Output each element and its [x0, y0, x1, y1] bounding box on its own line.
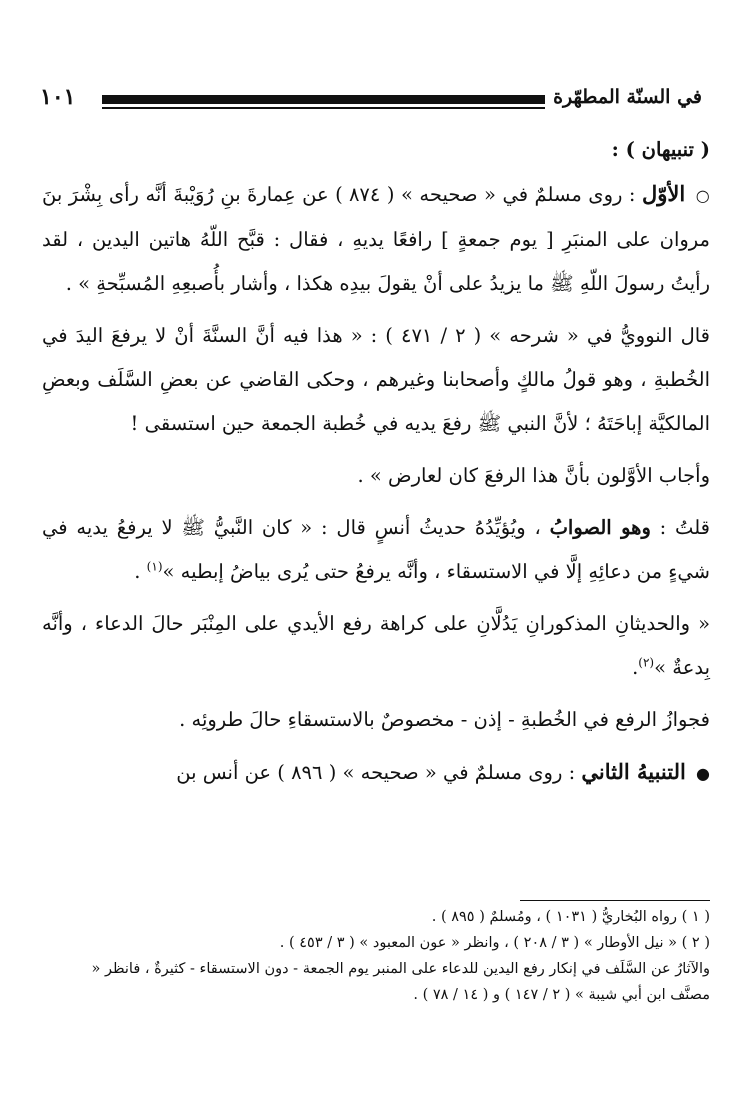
- solid-bullet-icon: ●: [696, 764, 710, 783]
- first-note-text: : روى مسلمٌ في « صحيحه » ( ٨٧٤ ) عن عِمارةَ بنِ رُوَيْبةَ أنَّه رأى بِشْرَ بنَ مروان على المنبَرِ [ يوم جمعةٍ ] رافعًا يديهِ ، فقال : قبَّح اللّهُ هاتين اليدين ، لقد رأيتُ رسولَ اللّهِ ﷺ ما يزيدُ على أنْ يقولَ بيدِه هكذا ، وأشار بأُصبعِهِ المُسبِّحةِ » .: [42, 183, 710, 295]
- first-note-label: الأوّل: [642, 181, 686, 206]
- page-header: [40, 80, 702, 114]
- author-view-prefix: قلتُ :: [659, 516, 710, 539]
- page-number: ١٠١: [40, 84, 76, 110]
- footnote-ref-2[interactable]: (٢): [638, 655, 655, 670]
- paragraph-second-note: [42, 750, 710, 796]
- second-note-label: التنبيهُ الثاني: [581, 759, 686, 784]
- section-heading: ( تنبيهان ) :: [611, 138, 710, 161]
- body-text: [42, 128, 710, 796]
- paragraph-hadiths: « والحديثانِ المذكورانِ يَدُلَّانِ على كراهة رفع الأيدي على المِنْبَر حالَ الدعاء ، وأنَّه بِدعةٌ »$^{(٢)}$.: [42, 612, 710, 679]
- footnote-2-continued: والآثارُ عن السَّلَف في إنكار رفع اليدين للدعاء على المنبر يوم الجمعة - دون الاستسقاء - كثيرةٌ ، فانظر « مصنَّف ابن أبي شيبة » ( ٢ / ١٤٧ ) و ( ١٤ / ٧٨ ) .: [91, 961, 710, 1003]
- hollow-bullet-icon: ○: [695, 186, 711, 205]
- paragraph-author-view: قلتُ : وهو الصوابُ ، ويُؤيِّدُهُ حديثُ أنسٍ قال : « كان النَّبيُّ ﷺ لا يرفعُ يديه في شيءٍ من دعائِهِ إلَّا في الاستسقاء ، وأنَّه يرفعُ حتى يُرى بياضُ إبطيه »$^{(١)}$ .: [42, 516, 710, 583]
- author-view-text: ، ويُؤيِّدُهُ حديثُ أنسٍ قال : « كان النَّبيُّ ﷺ لا يرفعُ يديه في شيءٍ من دعائِهِ إلَّا في الاستسقاء ، وأنَّه يرفعُ حتى يُرى بياضُ إبطيه »: [42, 516, 710, 583]
- footnote-rule: [520, 900, 710, 901]
- footnote-ref-1[interactable]: (١): [146, 559, 163, 574]
- paragraph-response: وأجاب الأوَّلون بأنَّ هذا الرفعَ كان لعارض » .: [357, 464, 710, 487]
- second-note-text: : روى مسلمٌ في « صحيحه » ( ٨٩٦ ) عن أنس بن: [176, 761, 576, 784]
- paragraph-conclusion: فجوازُ الرفع في الخُطبةِ - إذن - مخصوصٌ بالاستسقاءِ حالَ طروئِه .: [179, 708, 710, 731]
- footnotes: [50, 904, 710, 1008]
- running-title: في السنّة المطهّرة: [553, 86, 702, 108]
- author-view-bold: وهو الصوابُ: [549, 516, 651, 539]
- hadiths-text: « والحديثانِ المذكورانِ يَدُلَّانِ على كراهة رفع الأيدي على المِنْبَر حالَ الدعاء ، وأنَّه بِدعةٌ »: [42, 612, 710, 679]
- footnote-1: ( ١ ) رواه البُخاريُّ ( ١٠٣١ ) ، ومُسلمٌ ( ٨٩٥ ) .: [431, 909, 710, 925]
- paragraph-nawawi: قال النوويُّ في « شرحه » ( ٢ / ٤٧١ ) : « هذا فيه أنَّ السنَّةَ أنْ لا يرفعَ اليدَ في الخُطبةِ ، وهو قولُ مالكٍ وأصحابنا وغيرهم ، وحكى القاضي عن بعضِ السَّلَف وبعضِ المالكيَّة إباحَتَهُ ؛ لأنَّ النبي ﷺ رفعَ يديه في خُطبة الجمعة حين استسقى !: [42, 324, 711, 435]
- footnote-2: ( ٢ ) « نيل الأوطار » ( ٣ / ٢٠٨ ) ، وانظر « عون المعبود » ( ٣ / ٤٥٣ ) .: [279, 935, 710, 951]
- paragraph-first-note: [42, 172, 710, 306]
- header-rule: [102, 95, 545, 104]
